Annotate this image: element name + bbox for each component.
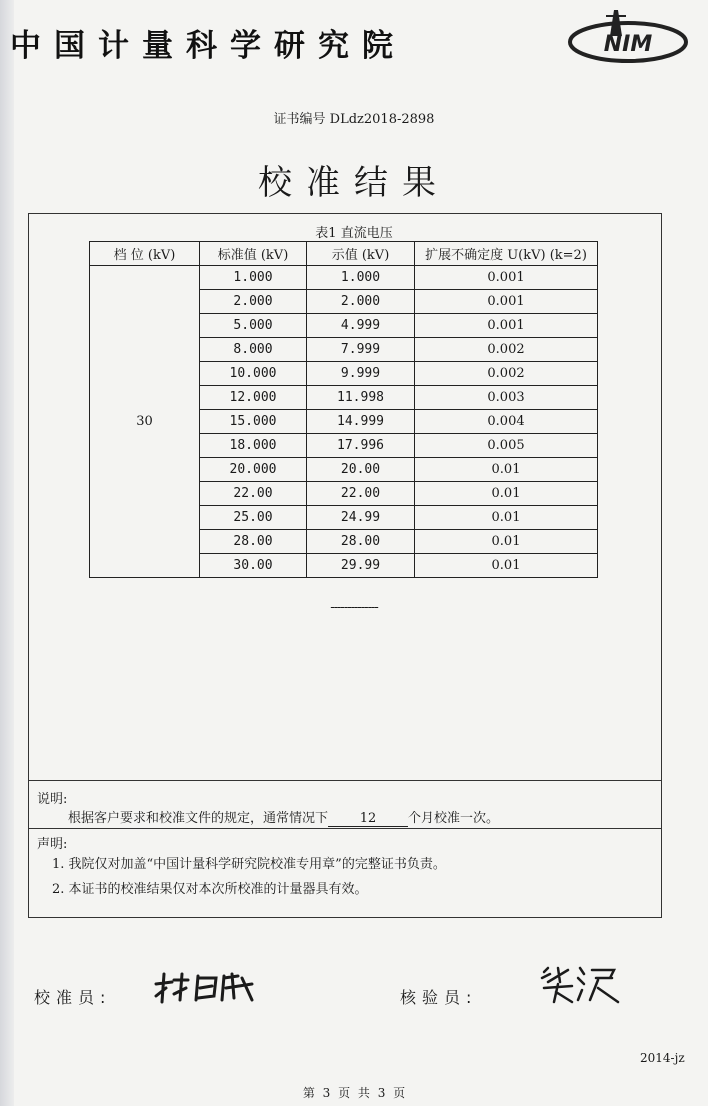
standard-value-cell: 10.000 <box>200 362 307 386</box>
indicated-value-cell: 29.99 <box>307 554 415 578</box>
organization-name: 中国计量科学研究院 <box>10 28 406 64</box>
uncertainty-cell: 0.001 <box>415 290 598 314</box>
standard-value-cell: 18.000 <box>200 434 307 458</box>
indicated-value-cell: 20.00 <box>307 458 415 482</box>
standard-value-cell: 15.000 <box>200 410 307 434</box>
uncertainty-cell: 0.002 <box>415 338 598 362</box>
nim-logo-icon <box>566 6 690 64</box>
calibrator-signature <box>152 970 260 1006</box>
standard-value-cell: 28.00 <box>200 530 307 554</box>
header-range: 档 位 (kV) <box>90 242 200 266</box>
header-standard-value: 标准值 (kV) <box>200 242 307 266</box>
page-number: 第 3 页 共 3 页 <box>302 1086 406 1100</box>
indicated-value-cell: 24.99 <box>307 506 415 530</box>
table-header-row <box>90 242 598 266</box>
table-caption: 表1 直流电压 <box>315 226 393 241</box>
standard-value-cell: 25.00 <box>200 506 307 530</box>
uncertainty-cell: 0.01 <box>415 482 598 506</box>
standard-value-cell: 2.000 <box>200 290 307 314</box>
indicated-value-cell: 11.998 <box>307 386 415 410</box>
notes-section <box>28 780 662 828</box>
verifier-signature <box>538 962 622 1006</box>
certificate-number: 证书编号 DLdz2018-2898 <box>273 112 435 127</box>
header-uncertainty: 扩展不确定度 U(kV) (k=2) <box>415 242 598 266</box>
standard-value-cell: 8.000 <box>200 338 307 362</box>
indicated-value-cell: 7.999 <box>307 338 415 362</box>
range-cell: 30 <box>90 266 200 578</box>
uncertainty-cell: 0.001 <box>415 314 598 338</box>
table-row <box>90 266 598 290</box>
uncertainty-cell: 0.01 <box>415 458 598 482</box>
form-code: 2014-jz <box>640 1051 685 1065</box>
notes-text <box>68 807 499 827</box>
statement-item: 2. 本证书的校准结果仅对本次所校准的计量器具有效。 <box>52 882 368 897</box>
svg-text:NIM: NIM <box>603 32 653 57</box>
uncertainty-cell: 0.005 <box>415 434 598 458</box>
page-title: 校准结果 <box>258 163 450 203</box>
calibration-table <box>89 241 598 578</box>
standard-value-cell: 22.00 <box>200 482 307 506</box>
statement-label: 声明: <box>37 837 68 852</box>
notes-text-after: 个月校准一次。 <box>408 811 500 826</box>
uncertainty-cell: 0.01 <box>415 554 598 578</box>
notes-text-before: 根据客户要求和校准文件的规定，通常情况下 <box>68 811 329 826</box>
verifier-label: 核验员: <box>400 988 478 1007</box>
calibration-interval: 12 <box>328 812 408 827</box>
indicated-value-cell: 14.999 <box>307 410 415 434</box>
indicated-value-cell: 28.00 <box>307 530 415 554</box>
uncertainty-cell: 0.01 <box>415 506 598 530</box>
notes-label: 说明: <box>37 792 68 807</box>
header-indicated-value: 示值 (kV) <box>307 242 415 266</box>
standard-value-cell: 20.000 <box>200 458 307 482</box>
uncertainty-cell: 0.004 <box>415 410 598 434</box>
uncertainty-cell: 0.01 <box>415 530 598 554</box>
indicated-value-cell: 4.999 <box>307 314 415 338</box>
standard-value-cell: 12.000 <box>200 386 307 410</box>
standard-value-cell: 1.000 <box>200 266 307 290</box>
indicated-value-cell: 2.000 <box>307 290 415 314</box>
statement-section <box>28 828 662 918</box>
standard-value-cell: 30.00 <box>200 554 307 578</box>
statement-item: 1. 我院仅对加盖“中国计量科学研究院校准专用章”的完整证书负责。 <box>52 857 446 872</box>
uncertainty-cell: 0.003 <box>415 386 598 410</box>
indicated-value-cell: 9.999 <box>307 362 415 386</box>
indicated-value-cell: 1.000 <box>307 266 415 290</box>
table-end-marker: -------------- <box>330 600 378 615</box>
indicated-value-cell: 17.996 <box>307 434 415 458</box>
uncertainty-cell: 0.002 <box>415 362 598 386</box>
calibrator-label: 校准员: <box>34 988 112 1007</box>
standard-value-cell: 5.000 <box>200 314 307 338</box>
uncertainty-cell: 0.001 <box>415 266 598 290</box>
indicated-value-cell: 22.00 <box>307 482 415 506</box>
